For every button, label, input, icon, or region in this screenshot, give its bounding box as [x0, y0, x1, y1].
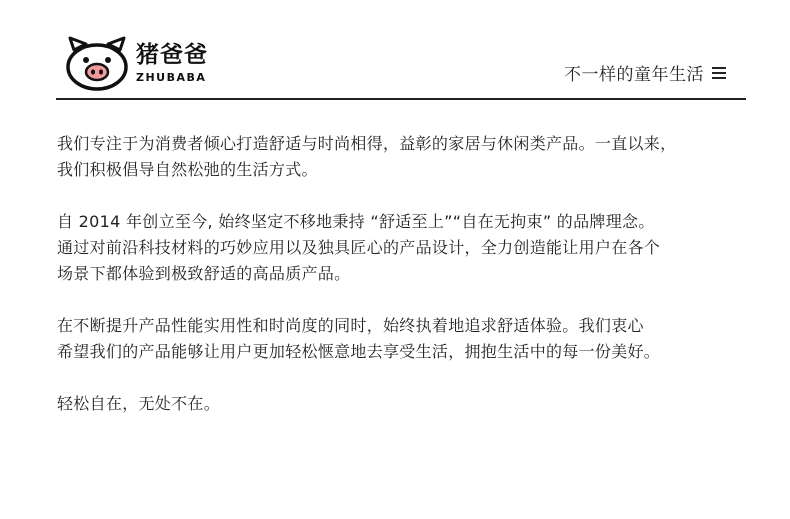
tagline-text: 不一样的童年生活: [564, 65, 704, 85]
text-line: 希望我们的产品能够让用户更加轻松惬意地去享受生活，拥抱生活中的每一份美好。: [57, 342, 661, 361]
logo-text: [136, 42, 208, 86]
logo-brand-en: ZHUBABA: [136, 71, 207, 84]
logo-brand-cn: 猪爸爸: [136, 42, 208, 68]
pig-logo-icon: [64, 36, 130, 92]
paragraph-history: [57, 209, 747, 287]
text-line: 我们积极倡导自然松弛的生活方式。: [57, 160, 318, 179]
paragraph-vision: [57, 313, 747, 365]
logo[interactable]: [64, 36, 208, 92]
article-content: [57, 131, 747, 443]
paragraph-intro: [57, 131, 747, 183]
text-line: 自 2014 年创立至今, 始终坚定不移地秉持 “舒适至上”“自在无拘束” 的品牌理念。: [57, 212, 655, 231]
hamburger-menu-icon[interactable]: [712, 67, 726, 79]
text-line: 我们专注于为消费者倾心打造舒适与时尚相得，益彰的家居与休闲类产品。一直以来，: [57, 134, 677, 153]
header: [56, 34, 746, 100]
paragraph-slogan: [57, 391, 747, 417]
tagline-menu[interactable]: [564, 60, 726, 85]
text-line: 轻松自在，无处不在。: [57, 394, 221, 413]
text-line: 在不断提升产品性能实用性和时尚度的同时，始终执着地追求舒适体验。我们衷心: [57, 316, 644, 335]
text-line: 场景下都体验到极致舒适的高品质产品。: [57, 264, 351, 283]
text-line: 通过对前沿科技材料的巧妙应用以及独具匠心的产品设计，全力创造能让用户在各个: [57, 238, 661, 257]
